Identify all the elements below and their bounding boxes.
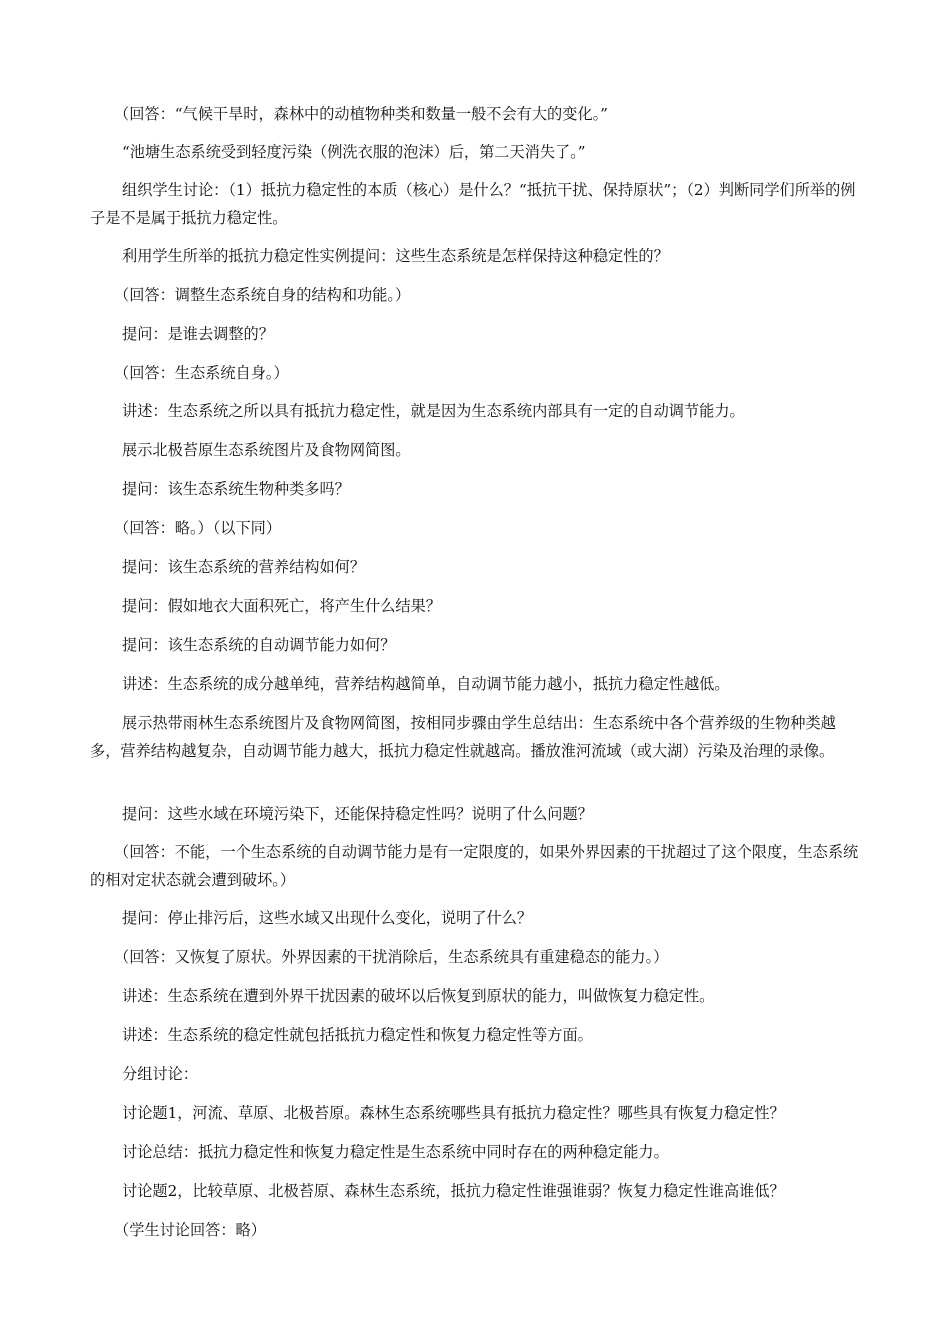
paragraph-discussion-topic-2: 讨论题2，比较草原、北极苔原、森林生态系统，抵抗力稳定性谁强谁弱？恢复力稳定性谁高谁低？ bbox=[122, 1182, 785, 1200]
paragraph-narration-stability: 讲述：生态系统的稳定性就包括抵抗力稳定性和恢复力稳定性等方面。 bbox=[122, 1026, 593, 1044]
paragraph-question-pollution: 提问：这些水域在环境污染下，还能保持稳定性吗？说明了什么问题？ bbox=[122, 805, 593, 823]
paragraph-question-stop-discharge: 提问：停止排污后，这些水域又出现什么变化，说明了什么？ bbox=[122, 909, 533, 927]
paragraph-answer-self: （回答：生态系统自身。） bbox=[114, 364, 289, 382]
paragraph-narration-simple: 讲述：生态系统的成分越单纯，营养结构越简单，自动调节能力越小，抵抗力稳定性越低。 bbox=[122, 675, 730, 693]
paragraph-answer-omitted: （回答：略。）（以下同） bbox=[114, 519, 282, 537]
paragraph-narration-resilience: 讲述：生态系统在遭到外界干扰因素的破坏以后恢复到原状的能力，叫做恢复力稳定性。 bbox=[122, 987, 715, 1005]
paragraph-question-regulation: 提问：该生态系统的自动调节能力如何？ bbox=[122, 636, 396, 654]
paragraph-answer-limit: （回答：不能，一个生态系统的自动调节能力是有一定限度的，如果外界因素的干扰超过了这个限度，生态系统的相对定状态就会遭到破坏。） bbox=[90, 843, 859, 889]
paragraph-question-who: 提问：是谁去调整的？ bbox=[122, 325, 274, 343]
paragraph-show-tundra: 展示北极苔原生态系统图片及食物网简图。 bbox=[122, 441, 411, 459]
paragraph-question-structure: 提问：该生态系统的营养结构如何？ bbox=[122, 558, 365, 576]
paragraph-student-answer: （学生讨论回答：略） bbox=[114, 1221, 266, 1239]
paragraph-narration-self-regulation: 讲述：生态系统之所以具有抵抗力稳定性，就是因为生态系统内部具有一定的自动调节能力。 bbox=[122, 402, 745, 420]
paragraph-answer-recover: （回答：又恢复了原状。外界因素的干扰消除后，生态系统具有重建稳态的能力。） bbox=[114, 948, 669, 966]
paragraph-discussion-topic-1: 讨论题1，河流、草原、北极苔原。森林生态系统哪些具有抵抗力稳定性？哪些具有恢复力稳定性？ bbox=[122, 1104, 785, 1122]
paragraph-question-species: 提问：该生态系统生物种类多吗？ bbox=[122, 480, 350, 498]
paragraph-answer-drought: （回答：“气候干旱时，森林中的动植物种类和数量一般不会有大的变化。” bbox=[114, 105, 608, 123]
paragraph-show-rainforest: 展示热带雨林生态系统图片及食物网简图，按相同步骤由学生总结出：生态系统中各个营养级的生物种类越多，营养结构越复杂，自动调节能力越大，抵抗力稳定性就越高。播放淮河流域（或大湖）污染及治理的录像。 bbox=[90, 714, 836, 760]
paragraph-group-discussion-heading: 分组讨论： bbox=[122, 1065, 198, 1083]
paragraph-discussion-summary: 讨论总结：抵抗力稳定性和恢复力稳定性是生态系统中同时存在的两种稳定能力。 bbox=[122, 1143, 669, 1161]
paragraph-group-discussion: 组织学生讨论：（1）抵抗力稳定性的本质（核心）是什么？“抵抗干扰、保持原状”；（2）判断同学们所举的例子是不是属于抵抗力稳定性。 bbox=[90, 181, 856, 227]
paragraph-pond-pollution: “池塘生态系统受到轻度污染（例洗衣服的泡沫）后，第二天消失了。” bbox=[122, 143, 586, 161]
paragraph-question-how-maintain: 利用学生所举的抵抗力稳定性实例提问：这些生态系统是怎样保持这种稳定性的？ bbox=[122, 247, 669, 265]
paragraph-question-lichen: 提问：假如地衣大面积死亡，将产生什么结果？ bbox=[122, 597, 441, 615]
paragraph-answer-adjust: （回答：调整生态系统自身的结构和功能。） bbox=[114, 286, 411, 304]
